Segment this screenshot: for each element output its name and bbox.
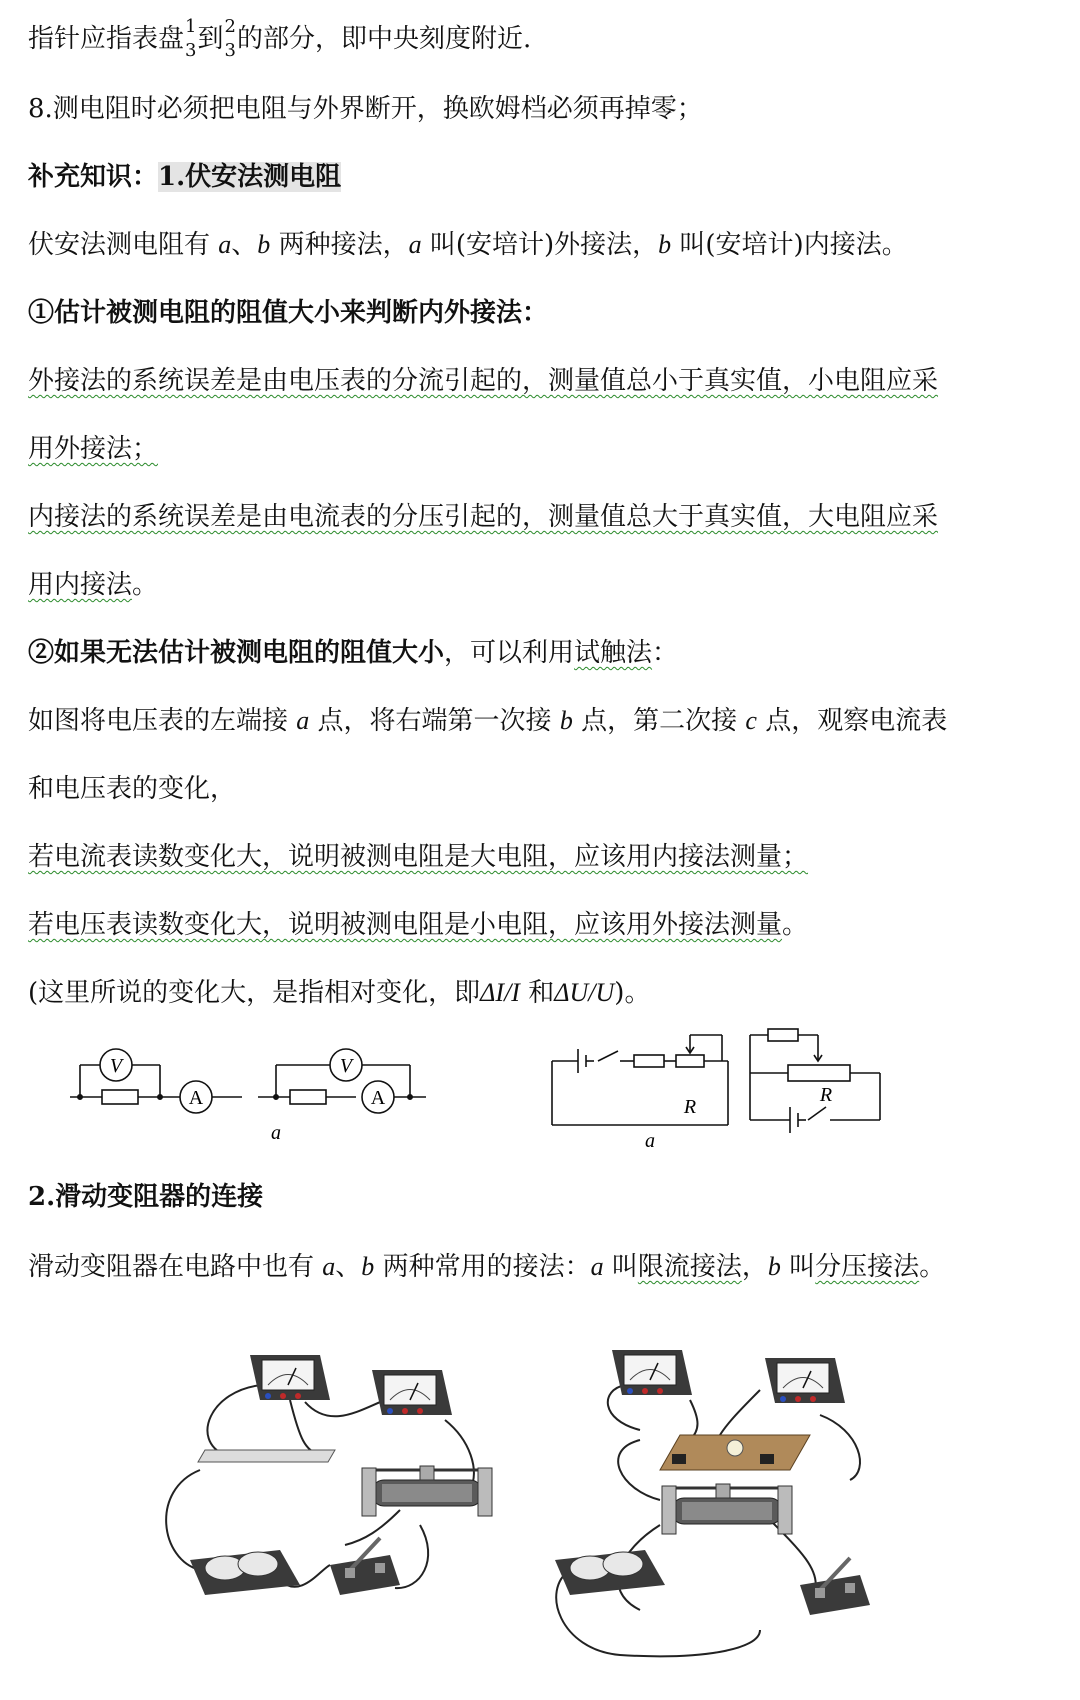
lamp-board-apparatus [660,1435,810,1470]
circuit-diagrams [0,1015,1080,1155]
battery-apparatus-right [555,1550,665,1595]
heading-estimate: ①估计被测电阻的阻值大小来判断内外接法： [28,298,549,328]
rheostat-apparatus-right [662,1484,792,1534]
text-line-meter-range: 指针应指表盘 1 3 到 2 3 的部分，即中央刻度附近. [28,16,532,61]
text-line-trial-method: 如图将电压表的左端接 a 点，将右端第一次接 b 点，第二次接 c 点，观察电流表 [28,706,948,736]
text-line-voltammetry: 伏安法测电阻有 a、b 两种接法，a 叫(安培计)外接法，b 叫(安培计)内接法。 [28,230,908,260]
heading-rheostat: 2.滑动变阻器的连接 [28,1182,264,1212]
battery-apparatus-left [190,1550,300,1595]
ammeter-symbol-2: A [370,1087,386,1109]
text-line-voltmeter-change: 若电压表读数变化大，说明被测电阻是小电阻，应该用外接法测量。 [28,910,809,940]
text-line-observe: 和电压表的变化， [28,774,237,804]
heading-trial-touch: ②如果无法估计被测电阻的阻值大小，可以利用试触法： [28,638,679,668]
ammeter-apparatus-right [612,1350,692,1395]
apparatus-current-limiting [166,1355,492,1595]
text-line-item-8: 8.测电阻时必须把电阻与外界断开，换欧姆档必须再掉零； [28,94,703,124]
switch-apparatus-left [330,1538,400,1595]
text-line-external-error: 外接法的系统误差是由电压表的分流引起的，测量值总小于真实值，小电阻应采 [28,366,939,396]
diagram-label-R-2: R [819,1084,833,1106]
circuit-voltage-divider [750,1029,880,1133]
diagram-label-R-1: R [683,1096,697,1118]
heading-supplement: 补充知识：1.伏安法测电阻 [28,162,342,192]
apparatus-voltage-divider [555,1350,870,1656]
fraction-one-third: 1 3 [185,16,197,61]
voltmeter-apparatus-right [765,1358,845,1403]
text-line-internal-error: 内接法的系统误差是由电流表的分压引起的，测量值总大于真实值，大电阻应采 [28,502,939,532]
diagram-label-a-1: a [271,1122,281,1144]
rheostat-apparatus-left [362,1466,492,1516]
text-line-external-use: 用外接法； [28,434,159,464]
circuit-external-connection [70,1049,242,1113]
text-line-ammeter-change: 若电流表读数变化大，说明被测电阻是大电阻，应该用内接法测量； [28,842,809,872]
diagram-label-a-2: a [645,1130,655,1152]
ammeter-symbol-1: A [188,1087,204,1109]
text-line-rheostat-connections: 滑动变阻器在电路中也有 a、b 两种常用的接法：a 叫限流接法，b 叫分压接法。 [28,1252,946,1282]
voltmeter-symbol-2: V [339,1055,353,1077]
text-line-internal-use: 用内接法。 [28,570,159,600]
voltmeter-symbol-1: V [109,1055,123,1077]
fraction-two-thirds: 2 3 [224,16,236,61]
circuit-current-limiting [552,1035,728,1125]
highlighted-heading: 1.伏安法测电阻 [158,162,342,192]
voltmeter-apparatus-left [372,1370,452,1415]
text-line-relative-change: (这里所说的变化大，是指相对变化，即ΔI/I 和ΔU/U)。 [28,978,651,1008]
ammeter-apparatus-left [250,1355,330,1400]
apparatus-illustrations [0,1330,1080,1695]
